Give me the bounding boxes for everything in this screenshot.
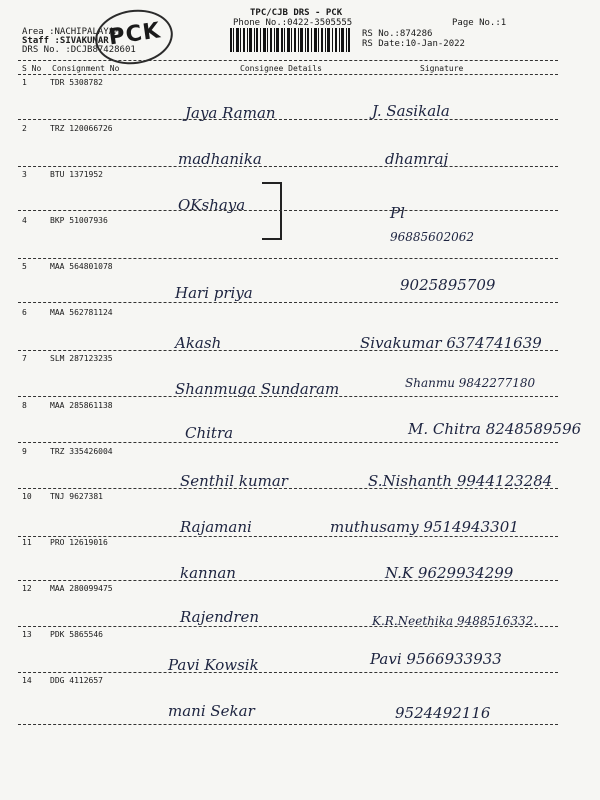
col-header-consignee: Consignee Details bbox=[240, 64, 322, 73]
consignee-name: Shanmuga Sundaram bbox=[175, 380, 340, 398]
signature-text: N.K 9629934299 bbox=[385, 564, 514, 582]
row-divider bbox=[18, 119, 558, 120]
col-header-sno: S No bbox=[22, 64, 42, 73]
consignee-name: Chitra bbox=[185, 424, 234, 442]
row-divider bbox=[18, 258, 558, 259]
row-divider bbox=[18, 580, 558, 581]
row-number: 11 bbox=[22, 538, 32, 547]
signature-text: 9025895709 bbox=[400, 276, 496, 294]
document-title: TPC/CJB DRS - PCK bbox=[250, 8, 343, 18]
row-number: 14 bbox=[22, 676, 32, 685]
consignment-number: MAA 280099475 bbox=[50, 584, 113, 593]
phone-number: Phone No.:0422-3505555 bbox=[233, 18, 353, 28]
barcode-image bbox=[230, 28, 350, 52]
handwritten-bracket bbox=[262, 182, 282, 240]
consignment-number: MAA 285861138 bbox=[50, 401, 113, 410]
signature-text: muthusamy 9514943301 bbox=[330, 518, 519, 536]
consignee-name: Rajendren bbox=[180, 608, 260, 626]
consignment-number: MAA 562781124 bbox=[50, 308, 113, 317]
page-number: Page No.:1 bbox=[452, 18, 507, 28]
consignment-number: PDK 5865546 bbox=[50, 630, 103, 639]
row-divider bbox=[18, 396, 558, 397]
row-number: 3 bbox=[22, 170, 27, 179]
consignment-number: DDG 4112657 bbox=[50, 676, 103, 685]
row-number: 1 bbox=[22, 78, 27, 87]
header-rule-bottom bbox=[18, 74, 558, 75]
row-divider bbox=[18, 442, 558, 443]
signature-text: dhamraj bbox=[385, 150, 449, 168]
staff-field: Staff :SIVAKUMAR bbox=[22, 36, 109, 46]
row-divider bbox=[18, 724, 558, 725]
consignment-number: TRZ 120066726 bbox=[50, 124, 113, 133]
signature-text: J. Sasikala bbox=[372, 102, 450, 120]
signature-text: S.Nishanth 9944123284 bbox=[368, 472, 553, 490]
row-divider bbox=[18, 488, 558, 489]
consignee-name: OKshaya bbox=[178, 196, 246, 214]
row-number: 12 bbox=[22, 584, 32, 593]
area-field: Area :NACHIPALAYAM bbox=[22, 27, 120, 37]
row-number: 6 bbox=[22, 308, 27, 317]
rs-number: RS No.:874286 bbox=[362, 29, 433, 39]
signature-text: Pl bbox=[390, 204, 405, 222]
row-number: 9 bbox=[22, 447, 27, 456]
row-number: 7 bbox=[22, 354, 27, 363]
header-rule-top bbox=[18, 60, 558, 61]
row-number: 4 bbox=[22, 216, 27, 225]
row-number: 8 bbox=[22, 401, 27, 410]
signature-text: Pavi 9566933933 bbox=[370, 650, 502, 668]
drs-number-field: DRS No. :DCJB87428601 bbox=[22, 45, 136, 55]
consignee-name: kannan bbox=[180, 564, 236, 582]
consignee-name: Senthil kumar bbox=[180, 472, 288, 490]
consignment-number: MAA 564801078 bbox=[50, 262, 113, 271]
rs-date: RS Date:10-Jan-2022 bbox=[362, 39, 465, 49]
stamp-label: PCK bbox=[107, 18, 163, 51]
consignee-name: madhanika bbox=[178, 150, 262, 168]
consignee-name: Rajamani bbox=[180, 518, 252, 536]
consignment-number: BKP 51007936 bbox=[50, 216, 108, 225]
consignment-number: TNJ 9627381 bbox=[50, 492, 103, 501]
row-divider bbox=[18, 672, 558, 673]
consignment-number: BTU 1371952 bbox=[50, 170, 103, 179]
consignee-name: Hari priya bbox=[175, 284, 253, 302]
row-divider bbox=[18, 626, 558, 627]
consignee-name: Jaya Raman bbox=[185, 104, 276, 122]
signature-text: M. Chitra 8248589596 bbox=[408, 420, 582, 438]
consignment-number: TRZ 335426004 bbox=[50, 447, 113, 456]
row-number: 10 bbox=[22, 492, 32, 501]
row-number: 13 bbox=[22, 630, 32, 639]
row-number: 2 bbox=[22, 124, 27, 133]
consignment-number: TDR 5308782 bbox=[50, 78, 103, 87]
consignment-number: SLM 287123235 bbox=[50, 354, 113, 363]
consignment-number: PRO 12619016 bbox=[50, 538, 108, 547]
signature-text: K.R.Neethika 9488516332. bbox=[372, 614, 538, 628]
signature-text: Sivakumar 6374741639 bbox=[360, 334, 542, 352]
row-divider bbox=[18, 166, 558, 167]
signature-text: Shanmu 9842277180 bbox=[405, 376, 536, 390]
signature-text: 96885602062 bbox=[390, 230, 474, 244]
row-divider bbox=[18, 302, 558, 303]
consignee-name: Akash bbox=[175, 334, 222, 352]
consignee-name: mani Sekar bbox=[168, 702, 255, 720]
col-header-signature: Signature bbox=[420, 64, 464, 73]
row-divider bbox=[18, 350, 558, 351]
row-divider bbox=[18, 536, 558, 537]
signature-text: 9524492116 bbox=[395, 704, 491, 722]
col-header-consignment: Consignment No bbox=[52, 64, 120, 73]
row-divider bbox=[18, 210, 558, 211]
row-number: 5 bbox=[22, 262, 27, 271]
consignee-name: Pavi Kowsik bbox=[168, 656, 259, 674]
